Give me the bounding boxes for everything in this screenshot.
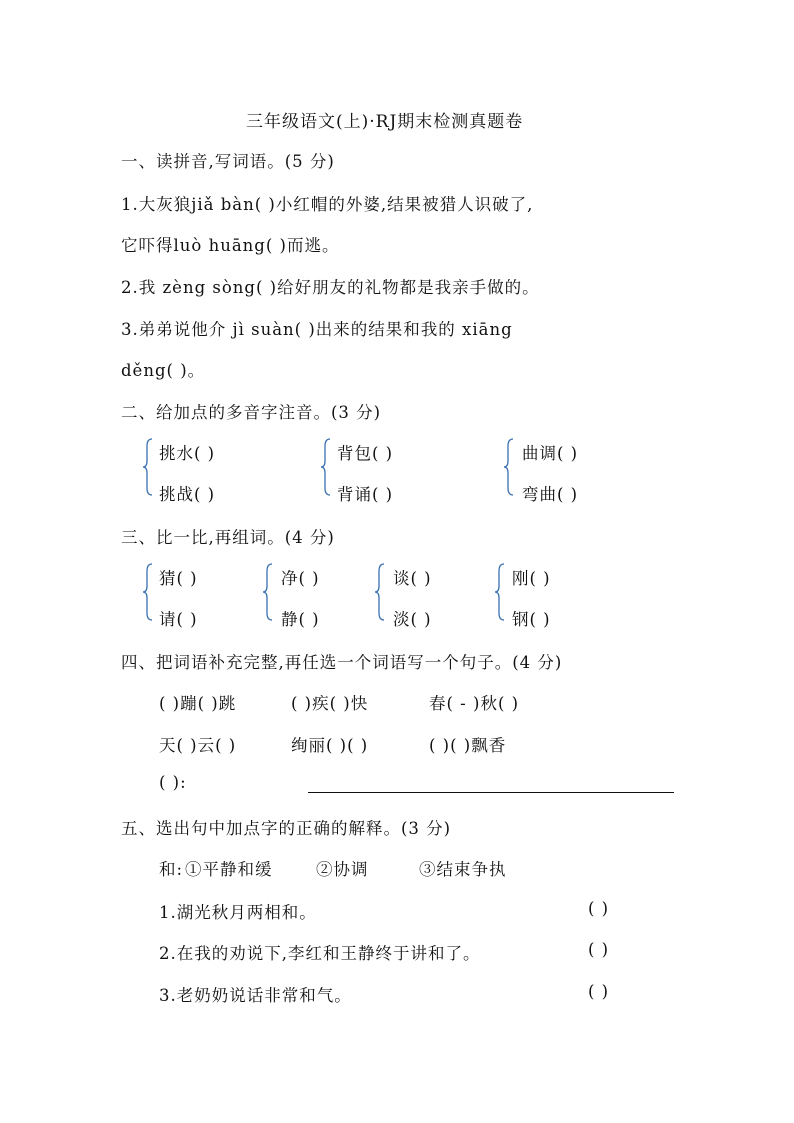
definition-item-1: 1.湖光秋月两相和。: [159, 903, 317, 922]
brace-group-1: [143, 438, 153, 496]
section-2-heading: 二、给加点的多音字注音。(3 分): [121, 403, 382, 422]
definition-item-1-blank[interactable]: ( ): [588, 899, 610, 918]
question-2-line: 2.我 zèng sòng( )给好朋友的礼物都是我亲手做的。: [121, 278, 540, 297]
brace-group-3: [504, 438, 514, 496]
idiom-5: 绚丽( )( ): [291, 736, 369, 755]
idiom-2: ( )疾( )快: [291, 694, 369, 713]
definition-item-2-blank[interactable]: ( ): [588, 940, 610, 959]
question-3-line-2: děng( )。: [121, 361, 206, 380]
polyphone-2b: 背诵( ): [337, 485, 394, 504]
polyphone-1b: 挑战( ): [159, 485, 216, 504]
section-1-heading: 一、读拼音,写词语。(5 分): [121, 152, 335, 171]
polyphone-3b: 弯曲( ): [522, 485, 579, 504]
definition-option-3: ③结束争执: [419, 860, 507, 879]
polyphone-2a: 背包( ): [337, 444, 394, 463]
definition-item-3: 3.老奶奶说话非常和气。: [159, 986, 352, 1005]
compare-3a: 谈( ): [393, 569, 432, 588]
definition-word: 和:: [159, 860, 184, 879]
brace-group-5: [263, 563, 273, 621]
compare-3b: 淡( ): [393, 610, 432, 629]
idiom-3: 春( - )秋( ): [429, 694, 520, 713]
compare-2b: 静( ): [281, 610, 320, 629]
brace-group-4: [143, 563, 153, 621]
question-1-line-1: 1.大灰狼jiǎ bàn( )小红帽的外婆,结果被猎人识破了,: [121, 195, 534, 214]
idiom-4: 天( )云( ): [159, 736, 237, 755]
question-3-line-1: 3.弟弟说他介 jì suàn( )出来的结果和我的 xiāng: [121, 320, 513, 339]
sentence-answer-line[interactable]: [308, 792, 674, 793]
brace-group-7: [495, 563, 505, 621]
page-title: 三年级语文(上)·RJ期末检测真题卷: [246, 112, 524, 132]
question-1-line-2: 它吓得luò huāng( )而逃。: [121, 236, 340, 255]
section-3-heading: 三、比一比,再组词。(4 分): [121, 528, 335, 547]
compare-1b: 请( ): [159, 610, 198, 629]
compare-4b: 钢( ): [512, 610, 551, 629]
idiom-6: ( )( )飘香: [429, 736, 507, 755]
polyphone-1a: 挑水( ): [159, 444, 216, 463]
compare-1a: 猜( ): [159, 569, 198, 588]
sentence-prompt: ( ):: [159, 773, 187, 792]
definition-option-1: ①平静和缓: [185, 860, 273, 879]
section-5-heading: 五、选出句中加点字的正确的解释。(3 分): [121, 819, 452, 838]
idiom-1: ( )蹦( )跳: [159, 694, 237, 713]
brace-group-6: [375, 563, 385, 621]
section-4-heading: 四、把词语补充完整,再任选一个词语写一个句子。(4 分): [121, 653, 563, 672]
definition-item-3-blank[interactable]: ( ): [588, 982, 610, 1001]
compare-2a: 净( ): [281, 569, 320, 588]
polyphone-3a: 曲调( ): [522, 444, 579, 463]
compare-4a: 刚( ): [512, 569, 551, 588]
definition-item-2: 2.在我的劝说下,李红和王静终于讲和了。: [159, 944, 481, 963]
brace-group-2: [321, 438, 331, 496]
definition-option-2: ②协调: [316, 860, 369, 879]
